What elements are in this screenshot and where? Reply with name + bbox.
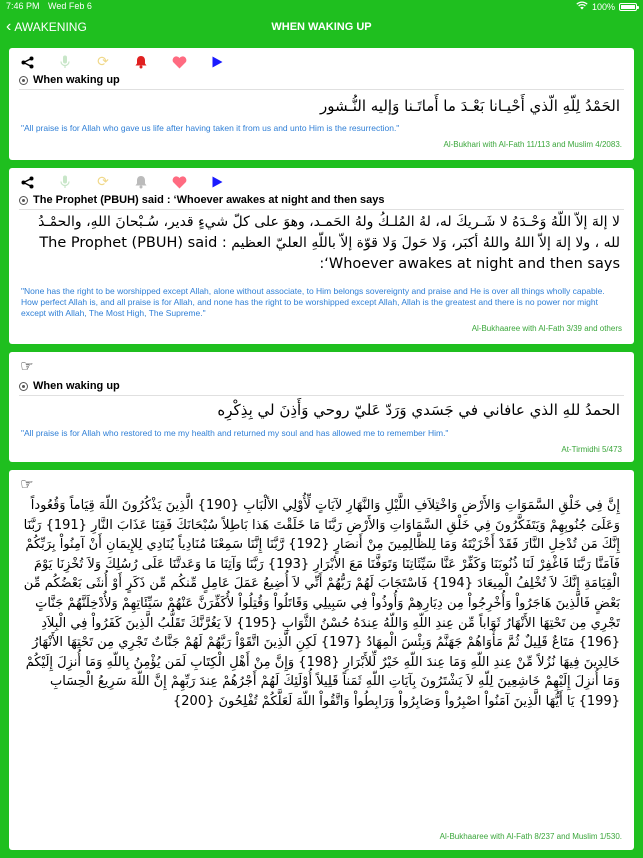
wifi-icon <box>576 1 588 12</box>
divider <box>19 89 624 90</box>
page-title: WHEN WAKING UP <box>271 21 372 33</box>
radio-dot-icon <box>19 196 28 205</box>
card-toolbar <box>17 174 245 190</box>
translation-text: "All praise is for Allah who gave us life after having taken it from us and unto Him is the resurrection." <box>21 123 400 133</box>
card-toolbar <box>17 476 55 492</box>
play-icon[interactable] <box>207 174 227 190</box>
status-date: Wed Feb 6 <box>48 1 92 11</box>
microphone-icon[interactable] <box>55 54 75 70</box>
dua-card-1 <box>9 48 634 160</box>
arabic-dua: لا إلهَ إلاّ اللّهُ وَحْـدَهُ لا شَـريكَ له، لهُ المُلـكُ ولهُ الحَمـد، وهوَ على كلّ شيءٍ قدير، سُـبْحانَ اللهِ، والحمْـدُ لله ، ولا إلهَ إلاّ اللهُ واللهُ أكبَر، وَلا حَولَ وَلا قوّة إلاّ باللّهِ العليّ العظيم <box>38 214 620 251</box>
card-title: The Prophet (PBUH) said : ‘Whoever awakes at night and then says <box>19 194 384 206</box>
share-icon[interactable] <box>17 54 37 70</box>
source-reference: Al-Bukhaaree with Al-Fath 3/39 and others <box>471 324 622 333</box>
heart-icon[interactable] <box>169 54 189 70</box>
card-toolbar <box>17 358 55 374</box>
share-icon[interactable] <box>17 174 37 190</box>
translation-text: "All praise is for Allah who restored to me my health and returned my soul and has allowed me to remember Him." <box>21 428 449 438</box>
dua-card-4 <box>9 470 634 850</box>
radio-dot-icon <box>19 76 28 85</box>
card-title: When waking up <box>19 74 120 86</box>
bell-icon[interactable] <box>131 54 151 70</box>
status-time: 7:46 PM <box>6 1 40 11</box>
translation-text: "None has the right to be worshipped except Allah, alone without associate, to Him belongs sovereignty and praise and He is over all things wholly capable. How perfect Allah is, and all praise is for Allah, and none has the right to be worshipped except Allah, Allah is the greatest and there is no power nor might except with Allah, The Most High, The Supreme." <box>21 286 605 318</box>
source-reference: At-Tirmidhi 5/473 <box>561 445 622 454</box>
divider <box>19 395 624 396</box>
status-bar <box>0 0 643 12</box>
nav-bar <box>0 12 643 46</box>
chevron-left-icon: ‹ <box>6 18 12 35</box>
repeat-icon[interactable]: ⟳ <box>97 174 109 190</box>
heart-icon[interactable] <box>169 174 189 190</box>
battery-percent: 100% <box>591 1 615 12</box>
repeat-icon[interactable]: ⟳ <box>97 54 109 70</box>
divider <box>19 209 624 210</box>
arabic-tail-text: The Prophet (PBUH) said : ‘Whoever awakes at night and then says: <box>39 235 620 272</box>
arabic-text: الحمدُ للهِ الذي عافاني في جَسَدي وَرَدّ عَليّ روحي وَأَذِنَ لي بِذِكْرِه <box>217 401 620 419</box>
pointing-hand-icon[interactable]: ☞ <box>20 475 34 493</box>
dua-card-2 <box>9 168 634 344</box>
arabic-text: الحَمْدُ لِلّهِ الّذي أَحْيـانا بَعْـدَ ما أَماتَـنا وَإليه النُّـشور <box>319 97 620 115</box>
pointing-hand-icon[interactable]: ☞ <box>20 357 34 375</box>
microphone-icon[interactable] <box>55 174 75 190</box>
dua-card-3 <box>9 352 634 462</box>
arabic-text: إِنَّ فِي خَلْقِ السَّمَوَاتِ وَالأَرْضِ وَاخْتِلاَفِ اللَّيْلِ وَالنَّهَارِ لآيَاتٍ لِّأُوْلِي الألْبَابِ {190} الَّذِينَ يَذْكُرُونَ اللّهَ قِيَاماً وَقُعُوداً وَعَلَىَ جُنُوبِهِمْ وَيَتَفَكَّرُونَ فِي خَلْقِ السَّمَاوَاتِ وَالأَرْضِ رَبَّنَا مَا خَلَقْتَ هَذا بَاطِلاً سُبْحَانَكَ فَقِنَا عَذَابَ النَّارِ {191} رَبَّنَا إِنَّكَ مَن تُدْخِلِ النَّارَ فَقَدْ أَخْزَيْتَهُ وَمَا لِلظَّالِمِينَ مِنْ أَنصَارٍ {192} رَّبَّنَا إِنَّنَا سَمِعْنَا مُنَادِياً يُنَادِي لِلإِيمَانِ أَنْ آمِنُواْ بِرَبِّكُمْ فَآمَنَّا رَبَّنَا فَاغْفِرْ لَنَا ذُنُوبَنَا وَكَفِّرْ عَنَّا سَيِّئَاتِنَا وَتَوَفَّنَا مَعَ الأبْرَارِ {193} رَبَّنَا وَآتِنَا مَا وَعَدتَّنَا عَلَى رُسُلِكَ وَلاَ تُخْزِنَا يَوْمَ الْقِيَامَةِ إِنَّكَ لاَ تُخْلِفُ الْمِيعَادَ {194} فَاسْتَجَابَ لَهُمْ رَبُّهُمْ أَنِّي لاَ أُضِيعُ عَمَلَ عَامِلٍ مِّنكُم مِّن ذَكَرٍ أَوْ أُنثَى بَعْضُكُم مِّن بَعْضٍ فَالَّذِينَ هَاجَرُواْ وَأُخْرِجُواْ مِن دِيَارِهِمْ وَأُوذُواْ فِي سَبِيلِي وَقَاتَلُواْ وَقُتِلُواْ لأُكَفِّرَنَّ عَنْهُمْ سَيِّئَاتِهِمْ وَلأُدْخِلَنَّهُمْ جَنَّاتٍ تَجْرِي مِن تَحْتِهَا الأَنْهَارُ ثَوَاباً مِّن عِندِ اللّهِ وَاللّهُ عِندَهُ حُسْنُ الثَّوَابِ {195} لاَ يَغُرَّنَّكَ تَقَلُّبُ الَّذِينَ كَفَرُواْ فِي الْبِلاَدِ {196} مَتَاعٌ قَلِيلٌ ثُمَّ مَأْوَاهُمْ جَهَنَّمُ وَبِئْسَ الْمِهَادُ {197} لَكِنِ الَّذِينَ اتَّقَوْاْ رَبَّهُمْ لَهُمْ جَنَّاتٌ تَجْرِي مِن تَحْتِهَا الأَنْهَارُ خَالِدِينَ فِيهَا نُزُلاً مِّنْ عِندِ اللّهِ وَمَا عِندَ اللّهِ خَيْرٌ لِّلأَبْرَارِ {198} وَإِنَّ مِنْ أَهْلِ الْكِتَابِ لَمَن يُؤْمِنُ بِاللّهِ وَمَا أُنزِلَ إِلَيْكُمْ وَمَا أُنزِلَ إِلَيْهِمْ خَاشِعِينَ لِلّهِ لاَ يَشْتَرُونَ بِآيَاتِ اللّهِ ثَمَناً قَلِيلاً أُوْلَئِكَ لَهُمْ أَجْرُهُمْ عِندَ رَبِّهِمْ إِنَّ اللّهَ سَرِيعُ الْحِسَابِ {199} يَا أَيُّهَا الَّذِينَ آمَنُواْ اصْبِرُواْ وَصَابِرُواْ وَرَابِطُواْ وَاتَّقُواْ اللّهَ لَعَلَّكُمْ تُفْلِحُونَ {200} <box>23 498 620 709</box>
battery-icon <box>619 3 637 11</box>
card-title: When waking up <box>19 380 120 392</box>
source-reference: Al-Bukhaaree with Al-Fath 8/237 and Muslim 1/530. <box>439 832 622 841</box>
arabic-text <box>23 212 620 275</box>
back-label: AWAKENING <box>14 20 87 34</box>
bell-icon[interactable] <box>131 174 151 190</box>
radio-dot-icon <box>19 382 28 391</box>
play-icon[interactable] <box>207 54 227 70</box>
card-toolbar <box>17 54 245 70</box>
source-reference: Al-Bukhari with Al-Fath 11/113 and Muslim 4/2083. <box>443 140 622 149</box>
